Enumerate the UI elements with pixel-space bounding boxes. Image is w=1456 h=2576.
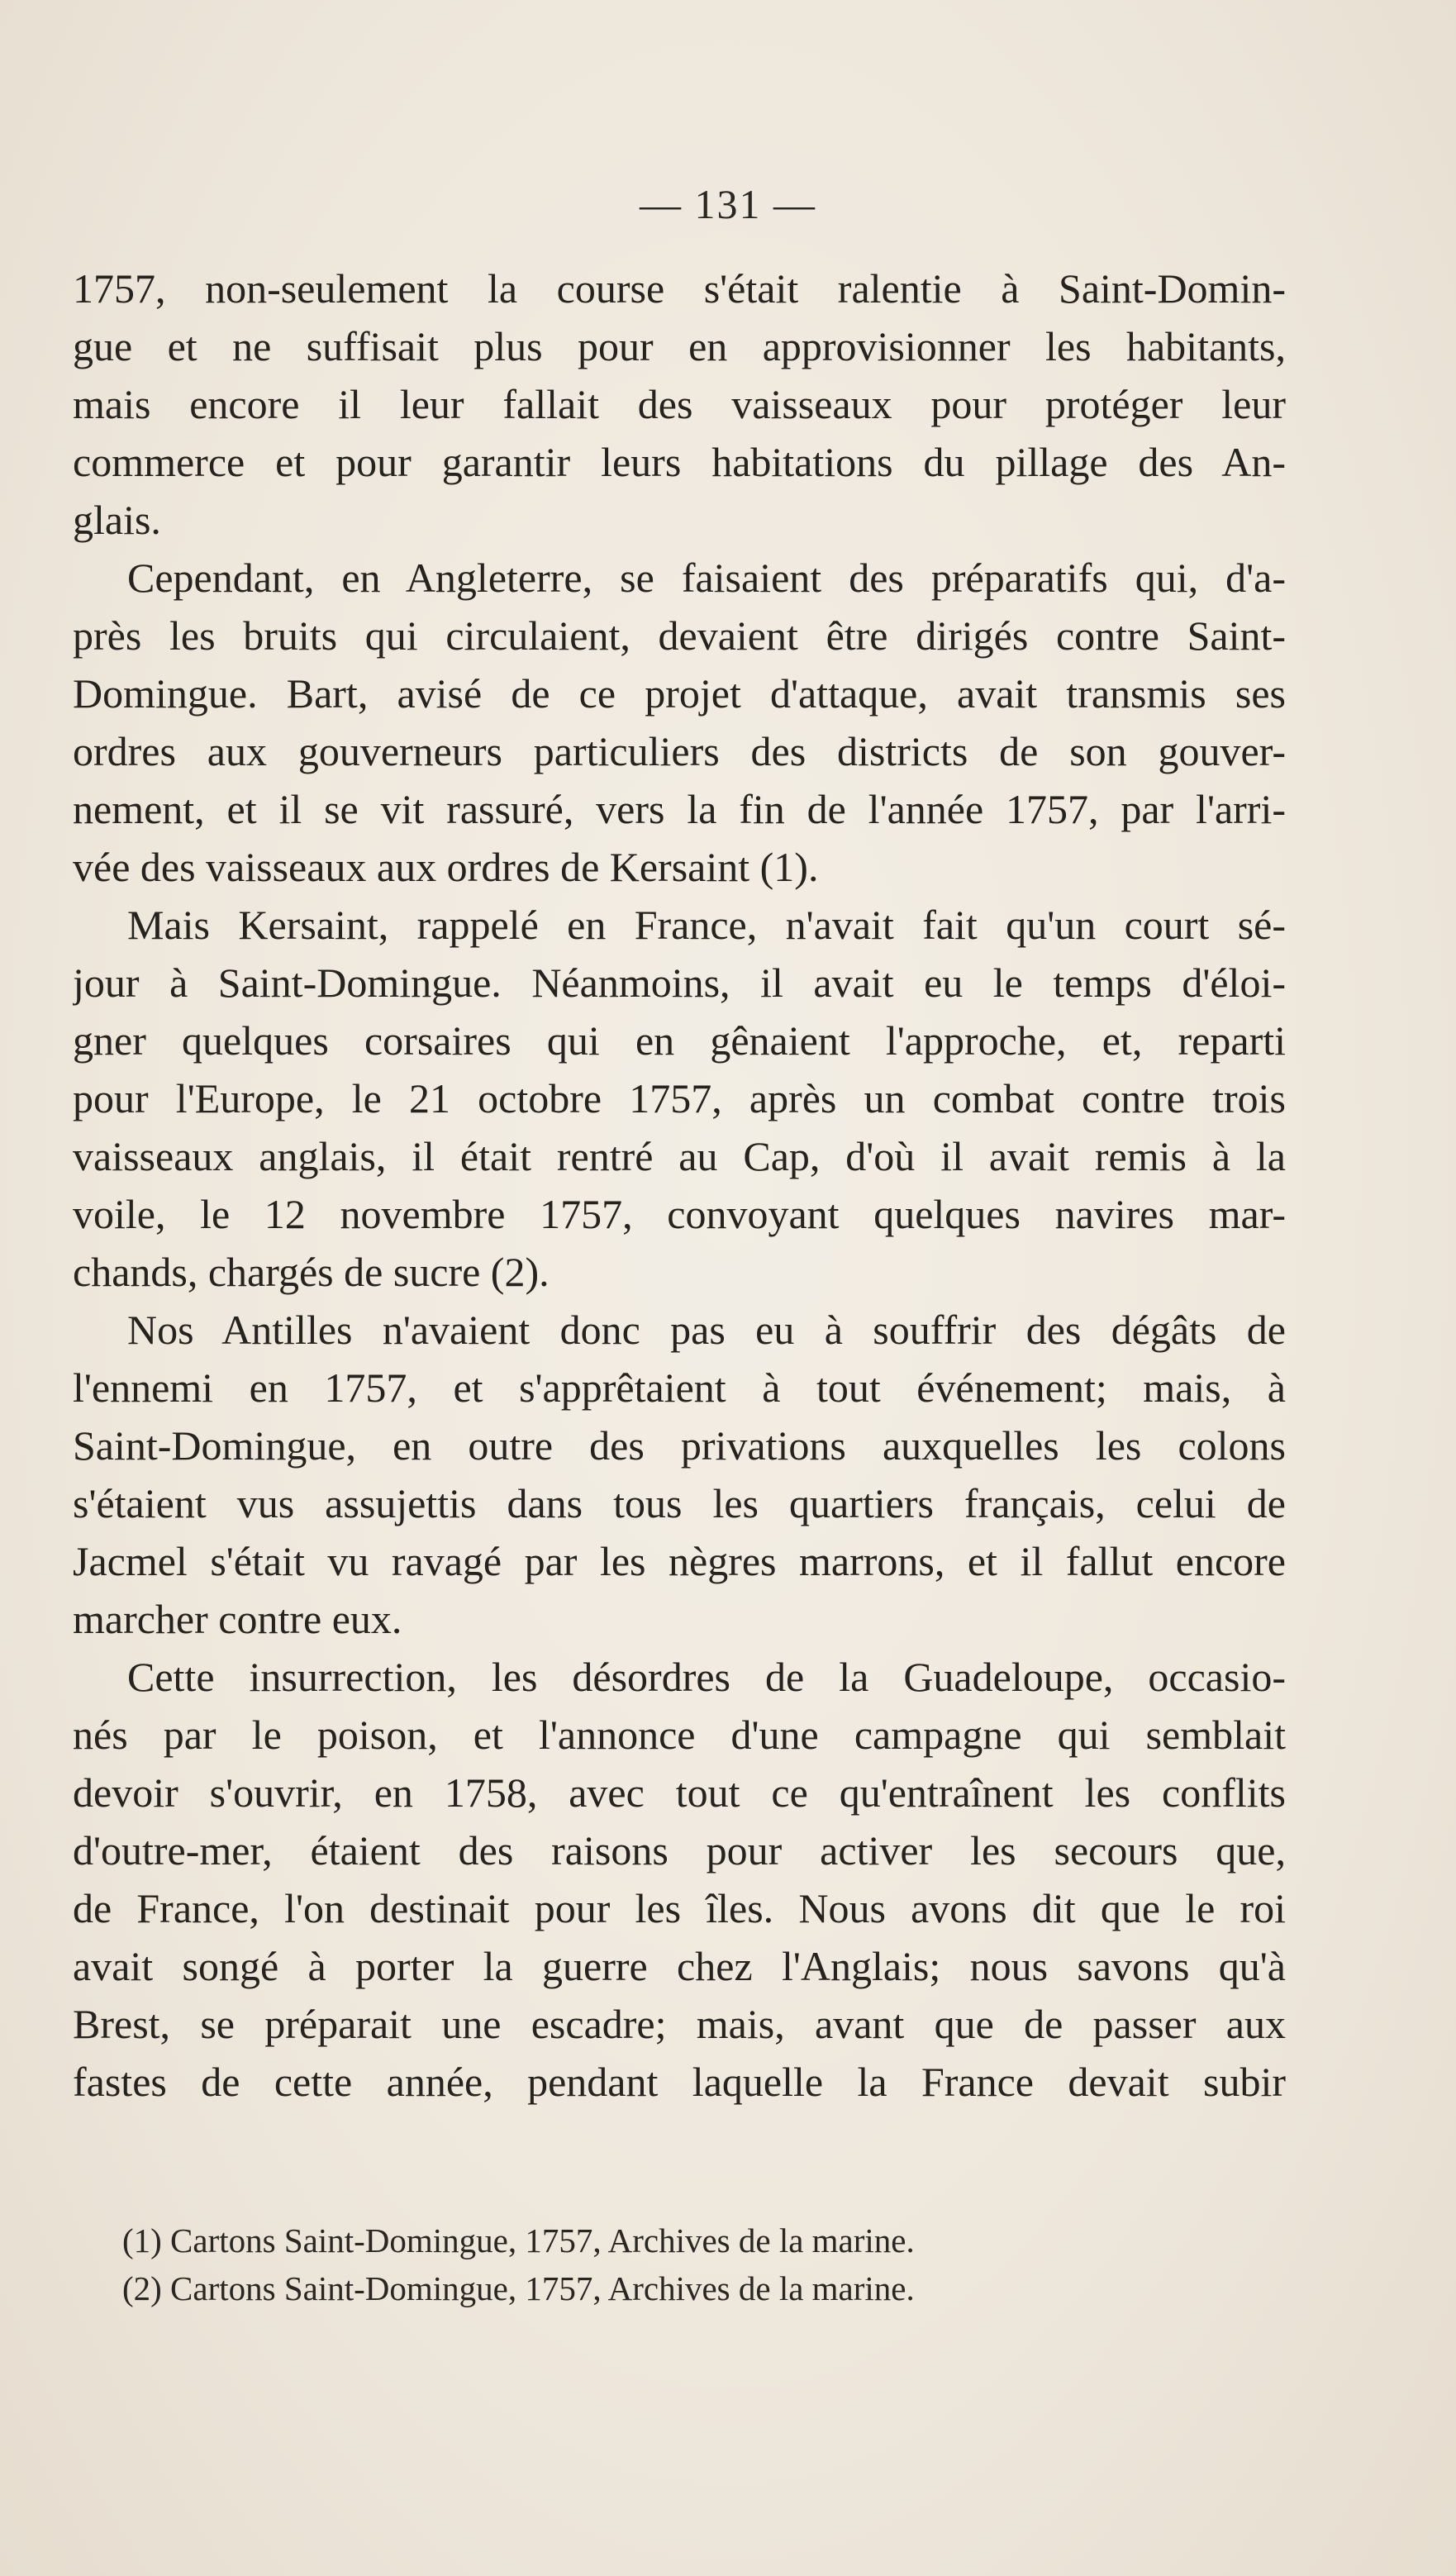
text-line: Cependant, en Angleterre, se faisaient des préparatifs qui, d'a- (127, 555, 1286, 601)
text-line: devoir s'ouvrir, en 1758, avec tout ce qu'entraînent les conflits (73, 1769, 1286, 1816)
text-line: Mais Kersaint, rappelé en France, n'avait fait qu'un court sé- (127, 902, 1286, 948)
text-line: Jacmel s'était vu ravagé par les nègres marrons, et il fallut encore (73, 1538, 1286, 1584)
text-line: commerce et pour garantir leurs habitations du pillage des An- (73, 439, 1286, 485)
page-number-header: — 131 — (640, 181, 816, 227)
paragraph (73, 549, 1286, 896)
text-line: nés par le poison, et l'annonce d'une campagne qui semblait (73, 1712, 1286, 1758)
text-line: gner quelques corsaires qui en gênaient l'approche, et, reparti (73, 1017, 1286, 1064)
text-line: voile, le 12 novembre 1757, convoyant quelques navires mar- (73, 1191, 1286, 1237)
paragraph (73, 260, 1286, 549)
text-line: mais encore il leur fallait des vaisseaux pour protéger leur (73, 381, 1286, 427)
text-line: l'ennemi en 1757, et s'apprêtaient à tout événement; mais, à (73, 1364, 1286, 1411)
paragraph (73, 1301, 1286, 1648)
text-line: d'outre-mer, étaient des raisons pour activer les secours que, (73, 1827, 1286, 1874)
text-line: avait songé à porter la guerre chez l'Anglais; nous savons qu'à (73, 1943, 1286, 1989)
text-line: chands, chargés de sucre (2). (73, 1249, 550, 1295)
text-line: Nos Antilles n'avaient donc pas eu à souffrir des dégâts de (127, 1307, 1286, 1353)
text-line: jour à Saint-Domingue. Néanmoins, il avait eu le temps d'éloi- (73, 959, 1286, 1006)
text-line: 1757, non-seulement la course s'était ralentie à Saint-Domin- (73, 265, 1286, 312)
footnote-1: (1) Cartons Saint-Domingue, 1757, Archives de la marine. (122, 2221, 915, 2259)
paragraph (73, 896, 1286, 1301)
text-line: de France, l'on destinait pour les îles. Nous avons dit que le roi (73, 1885, 1286, 1931)
text-line: vaisseaux anglais, il était rentré au Cap, d'où il avait remis à la (73, 1133, 1286, 1179)
text-line: glais. (73, 497, 161, 543)
text-line: gue et ne suffisait plus pour en approvisionner les habitants, (73, 323, 1286, 369)
text-line: ordres aux gouverneurs particuliers des districts de son gouver- (73, 728, 1286, 774)
text-line: vée des vaisseaux aux ordres de Kersaint (1). (73, 844, 819, 890)
text-line: s'étaient vus assujettis dans tous les quartiers français, celui de (73, 1480, 1286, 1526)
text-line: près les bruits qui circulaient, devaient être dirigés contre Saint- (73, 612, 1286, 659)
text-line: nement, et il se vit rassuré, vers la fin de l'année 1757, par l'arri- (73, 786, 1286, 832)
text-line: Brest, se préparait une escadre; mais, avant que de passer aux (73, 2001, 1286, 2047)
footnotes (122, 2217, 1197, 2312)
footnote-2: (2) Cartons Saint-Domingue, 1757, Archives de la marine. (122, 2269, 915, 2307)
text-line: pour l'Europe, le 21 octobre 1757, après un combat contre trois (73, 1075, 1286, 1121)
body-text (73, 260, 1286, 2111)
text-line: Domingue. Bart, avisé de ce projet d'attaque, avait transmis ses (73, 670, 1286, 717)
text-line: Saint-Domingue, en outre des privations auxquelles les colons (73, 1422, 1286, 1469)
text-line: fastes de cette année, pendant laquelle la France devait subir (73, 2059, 1286, 2105)
text-line: marcher contre eux. (73, 1596, 402, 1642)
paragraph (73, 1648, 1286, 2111)
text-line: Cette insurrection, les désordres de la Guadeloupe, occasio- (127, 1654, 1286, 1700)
